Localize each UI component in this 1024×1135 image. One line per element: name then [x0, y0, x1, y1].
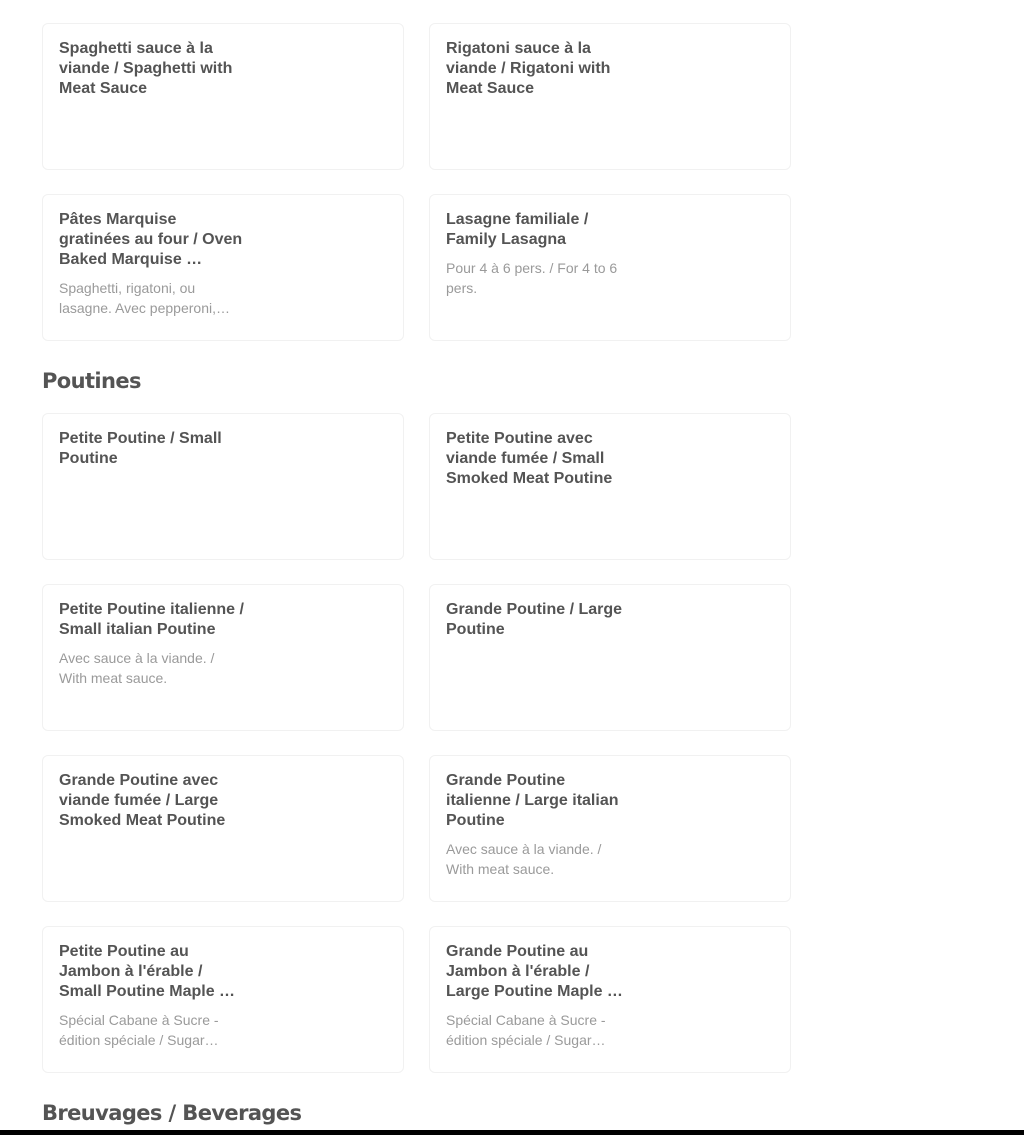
- menu-item-card[interactable]: [429, 23, 791, 170]
- menu-item-description: Spécial Cabane à Sucre - édition spéciale / Sugar…: [446, 1012, 606, 1048]
- menu-item-card[interactable]: [42, 926, 404, 1073]
- menu-item-card[interactable]: [429, 413, 791, 560]
- menu-item-name: Grande Poutine avec viande fumée / Large Smoked Meat Poutine: [59, 772, 226, 829]
- menu-item-description: Avec sauce à la viande. / With meat sauce.: [59, 650, 215, 686]
- menu-item-name: Rigatoni sauce à la viande / Rigatoni with Meat Sauce: [446, 40, 611, 97]
- menu-item-name: Petite Poutine / Small Poutine: [59, 430, 222, 467]
- menu-item-name: Grande Poutine au Jambon à l'érable / Large Poutine Maple …: [446, 943, 623, 1000]
- section-title-beverages: Breuvages / Beverages: [42, 1101, 302, 1125]
- menu-item-card[interactable]: [42, 584, 404, 731]
- menu-item-name: Spaghetti sauce à la viande / Spaghetti with Meat Sauce: [59, 40, 233, 97]
- poutines-items-grid: [42, 413, 792, 1073]
- menu-item-description: Avec sauce à la viande. / With meat sauce.: [446, 841, 602, 877]
- section-title-poutines: Poutines: [42, 369, 141, 393]
- menu-item-description: Spaghetti, rigatoni, ou lasagne. Avec pepperoni,…: [59, 280, 230, 316]
- menu-item-card[interactable]: [429, 194, 791, 341]
- menu-item-name: Lasagne familiale / Family Lasagna: [446, 211, 589, 248]
- menu-item-card[interactable]: [42, 755, 404, 902]
- bottom-divider: [0, 1130, 1024, 1135]
- menu-item-card[interactable]: [42, 194, 404, 341]
- menu-item-card[interactable]: [429, 584, 791, 731]
- menu-item-card[interactable]: [42, 413, 404, 560]
- menu-item-name: Petite Poutine italienne / Small italian Poutine: [59, 601, 244, 638]
- menu-item-name: Petite Poutine avec viande fumée / Small Smoked Meat Poutine: [446, 430, 613, 487]
- menu-item-card[interactable]: [429, 755, 791, 902]
- pasta-items-grid: [42, 23, 792, 341]
- menu-item-card[interactable]: [429, 926, 791, 1073]
- menu-item-name: Grande Poutine italienne / Large italian Poutine: [446, 772, 619, 829]
- menu-item-name: Grande Poutine / Large Poutine: [446, 601, 623, 638]
- menu-item-description: Pour 4 à 6 pers. / For 4 to 6 pers.: [446, 260, 618, 296]
- menu-item-name: Pâtes Marquise gratinées au four / Oven Baked Marquise …: [59, 211, 243, 268]
- menu-item-description: Spécial Cabane à Sucre - édition spéciale / Sugar…: [59, 1012, 219, 1048]
- menu-item-name: Petite Poutine au Jambon à l'érable / Small Poutine Maple …: [59, 943, 236, 1000]
- menu-item-card[interactable]: [42, 23, 404, 170]
